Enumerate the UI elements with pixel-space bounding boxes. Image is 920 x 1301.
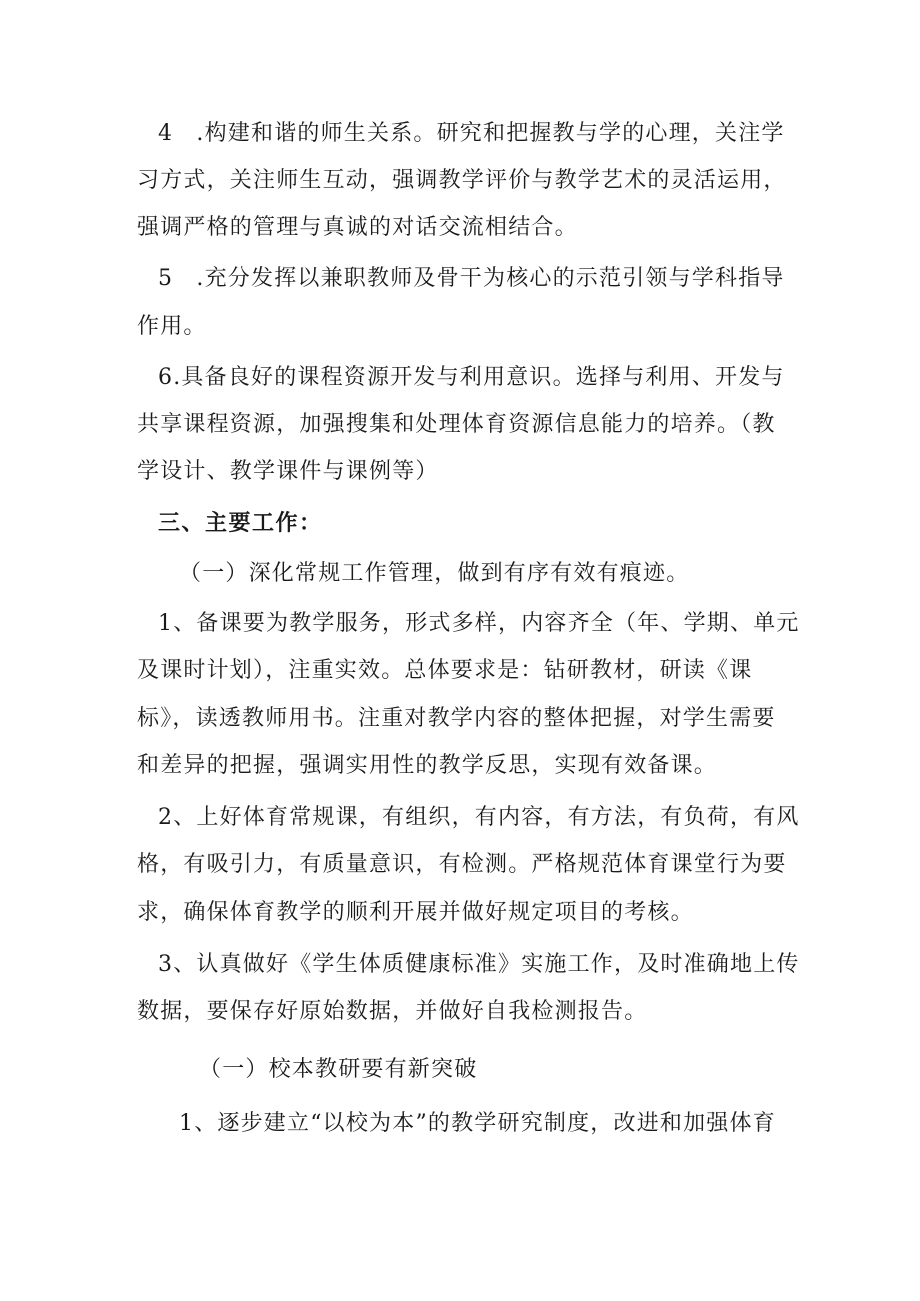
paragraph-6-line-3: 学设计、教学课件与课例等）: [137, 459, 439, 484]
item-2-line-1: 2、上好体育常规课，有组织，有内容，有方法，有负荷，有风: [158, 805, 800, 830]
item-3-line-2: 数据，要保存好原始数据，并做好自我检测报告。: [137, 999, 648, 1024]
item-1-line-3: 标》，读透教师用书。注重对教学内容的整体把握，对学生需要: [137, 706, 776, 731]
paragraph-5-line-2: 作用。: [137, 314, 207, 339]
subsection-1-heading: （一）深化常规工作管理，做到有序有效有痕迹。: [179, 561, 690, 586]
item-1-line-1: 1、备课要为教学服务，形式多样，内容齐全（年、学期、单元: [158, 611, 800, 636]
item-1-line-2: 及课时计划），注重实效。总体要求是：钻研教材，研读《课: [137, 658, 753, 683]
paragraph-4-line-2: 习方式，关注师生互动，强调教学评价与教学艺术的灵活运用，: [137, 168, 787, 193]
item-1-line-4: 和差异的把握，强调实用性的教学反思，实现有效备课。: [137, 753, 718, 778]
subsection-2-heading: （一）校本教研要有新突破: [199, 1057, 478, 1082]
item-3-line-1: 3、认真做好《学生体质健康标准》实施工作，及时准确地上传: [158, 952, 800, 977]
paragraph-5-line-1: 5 .充分发挥以兼职教师及骨干为核心的示范引领与学科指导: [158, 266, 785, 291]
paragraph-4-line-3: 强调严格的管理与真诚的对话交流相结合。: [137, 215, 578, 240]
paragraph-6-line-2: 共享课程资源，加强搜集和处理体育资源信息能力的培养。（教: [137, 412, 776, 437]
paragraph-6-line-1: 6.具备良好的课程资源开发与利用意识。选择与利用、开发与: [158, 365, 785, 390]
paragraph-4-line-1: 4 .构建和谐的师生关系。研究和把握教与学的心理，关注学: [158, 121, 785, 146]
section-3-heading: 三、主要工作：: [158, 511, 323, 536]
item-b1-line-1: 1、逐步建立“以校为本”的教学研究制度，改进和加强体育: [179, 1111, 776, 1136]
item-2-line-2: 格，有吸引力，有质量意识，有检测。严格规范体育课堂行为要: [137, 852, 787, 877]
item-2-line-3: 求，确保体育教学的顺利开展并做好规定项目的考核。: [137, 900, 694, 925]
